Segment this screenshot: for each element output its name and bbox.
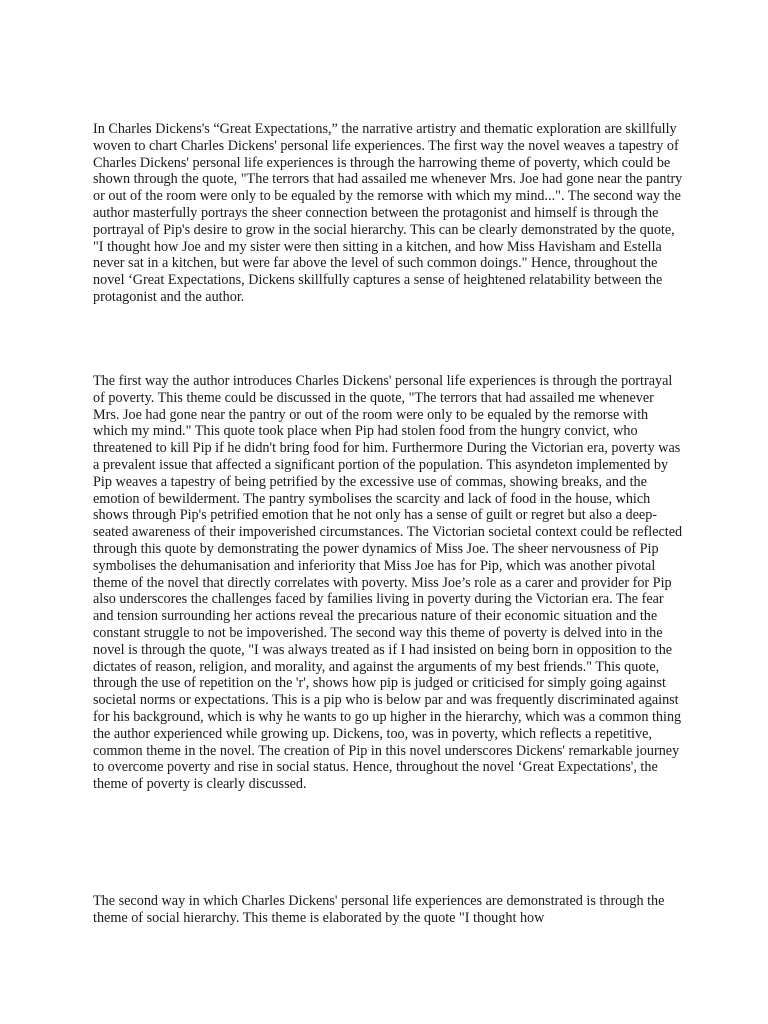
paragraph-introduction: In Charles Dickens's “Great Expectations,” the narrative artistry and thematic exploration are skillfully woven to chart Charles Dickens' personal life experiences. The first way the novel weaves a tapestry of Charles Dickens' personal life experiences is through the harrowing theme of poverty, which could be shown through the quote, "The terrors that had assailed me whenever Mrs. Joe had gone near the pantry or out of the room were only to be equaled by the remorse with which my mind...". The second way the author masterfully portrays the sheer connection between the protagonist and himself is through the portrayal of Pip's desire to grow in the social hierarchy. This can be clearly demonstrated by the quote, "I thought how Joe and my sister were then sitting in a kitchen, and how Miss Havisham and Estella never sat in a kitchen, but were far above the level of such common doings." Hence, throughout the novel ‘Great Expectations, Dickens skillfully captures a sense of heightened relatability between the protagonist and the author. [93, 121, 683, 305]
paragraph-poverty-theme: The first way the author introduces Charles Dickens' personal life experiences is through the portrayal of poverty. This theme could be discussed in the quote, "The terrors that had assailed me whenever Mrs. Joe had gone near the pantry or out of the room were only to be equaled by the remorse with which my mind." This quote took place when Pip had stolen food from the hungry convict, who threatened to kill Pip if he didn't bring food for him. Furthermore During the Victorian era, poverty was a prevalent issue that affected a significant portion of the population. This asyndeton implemented by Pip weaves a tapestry of being petrified by the excessive use of commas, showing breaks, and the emotion of bewilderment. The pantry symbolises the scarcity and lack of food in the house, which shows through Pip's petrified emotion that he not only has a sense of guilt or regret but also a deep-seated awareness of their impoverished circumstances. The Victorian societal context could be reflected through this quote by demonstrating the power dynamics of Miss Joe. The sheer nervousness of Pip symbolises the dehumanisation and inferiority that Miss Joe has for Pip, which was another pivotal theme of the novel that directly correlates with poverty. Miss Joe’s role as a carer and provider for Pip also underscores the challenges faced by families living in poverty during the Victorian era. The fear and tension surrounding her actions reveal the precarious nature of their economic situation and the constant struggle to not be impoverished. The second way this theme of poverty is delved into in the novel is through the quote, "I was always treated as if I had insisted on being born in opposition to the dictates of reason, religion, and morality, and against the arguments of my best friends." This quote, through the use of repetition on the 'r', shows how pip is judged or criticised for simply going against societal norms or expectations. This is a pip who is below par and was frequently discriminated against for his background, which is why he wants to go up higher in the hierarchy, which was a common thing the author experienced while growing up. Dickens, too, was in poverty, which reflects a repetitive, common theme in the novel. The creation of Pip in this novel underscores Dickens' remarkable journey to overcome poverty and rise in social status. Hence, throughout the novel ‘Great Expectations', the theme of poverty is clearly discussed. [93, 373, 683, 793]
paragraph-social-hierarchy: The second way in which Charles Dickens' personal life experiences are demonstrated is through the theme of social hierarchy. This theme is elaborated by the quote "I thought how [93, 893, 665, 926]
